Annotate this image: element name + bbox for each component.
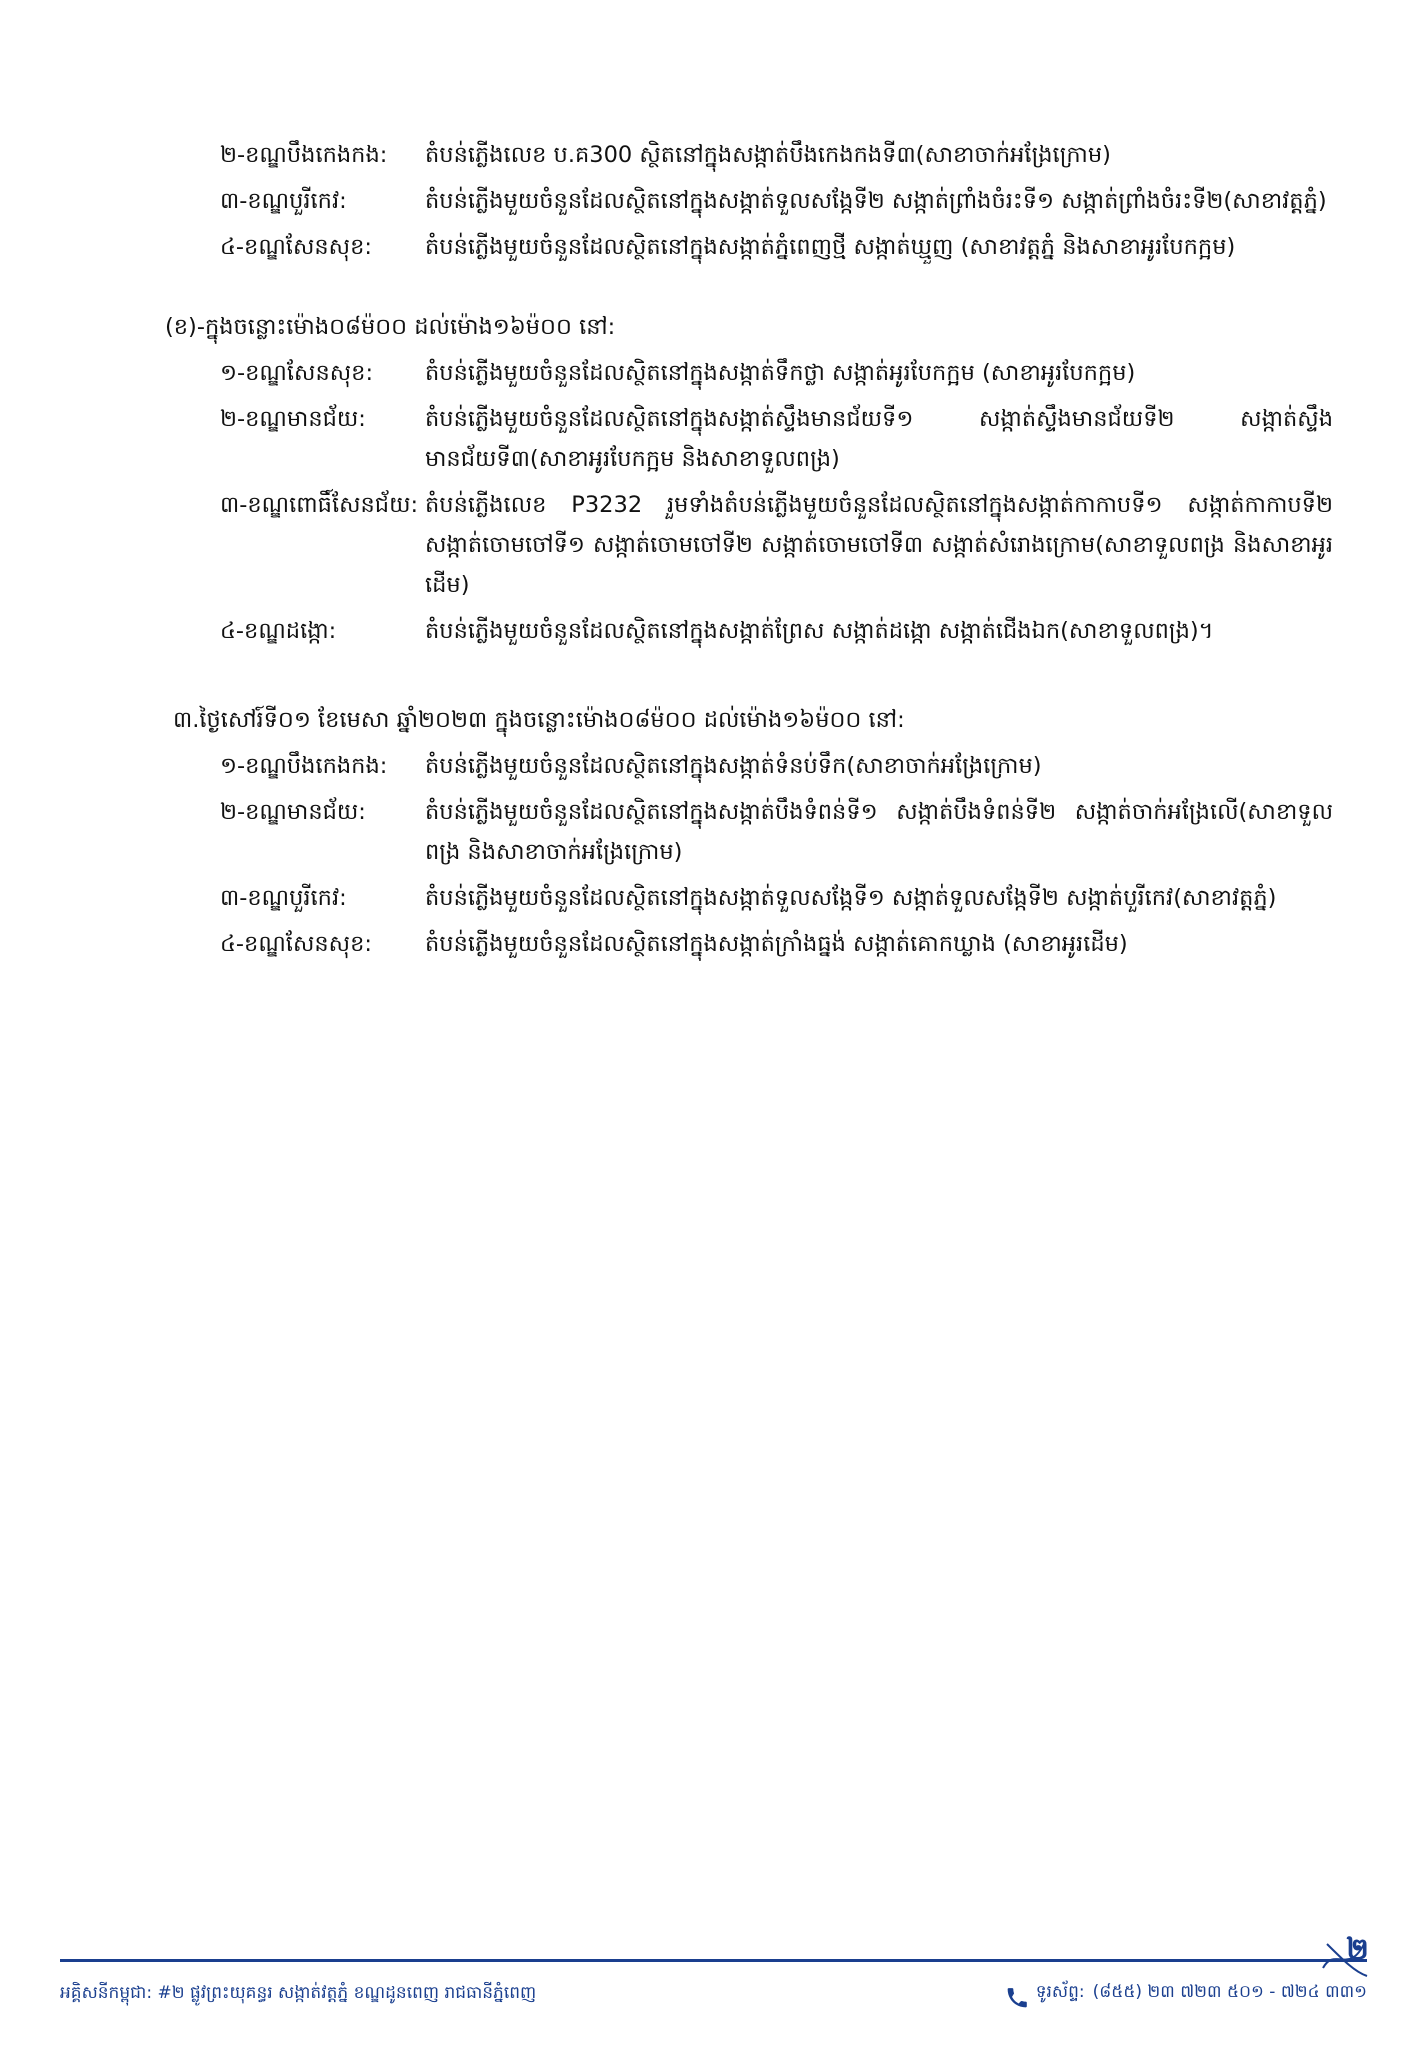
list-item (95, 135, 1335, 175)
list-item (95, 227, 1335, 267)
entry-label: ២-ខណ្ឌមានជ័យ: (220, 798, 366, 825)
footer-divider (60, 1959, 1367, 1962)
entry-value: តំបន់ភ្លើងមួយចំនួនដែលស្ថិតនៅក្នុងសង្កាត់ទួលសង្កែទី២ សង្កាត់ព្រាំងចំរះទី១ សង្កាត់ព្រាំងចំរះទី២(សាខាវត្តភ្នំ) (425, 188, 1327, 215)
document-body (95, 135, 1335, 970)
list-item (95, 485, 1335, 605)
section-heading-3: ៣.ថ្ងៃសៅរ៍ទី០១ ខែមេសា ឆ្នាំ២០២៣ ក្នុងចន្លោះម៉ោង០៨ម៉០០ ដល់ម៉ោង១៦ម៉០០ នៅ: (173, 706, 905, 733)
list-item (95, 878, 1335, 918)
entry-label: ១-ខណ្ឌសែនសុខ: (220, 360, 374, 387)
page-number: ២ (1346, 1932, 1369, 1967)
section-heading-kh: (ខ)-ក្នុងចន្លោះម៉ោង០៨ម៉០០ ដល់ម៉ោង១៦ម៉០០ នៅ: (165, 314, 616, 341)
footer-phone-label: ទូរស័ព្ទ: (1035, 1982, 1085, 2002)
list-item (95, 611, 1335, 651)
list-item (95, 924, 1335, 964)
entry-value: តំបន់ភ្លើងមួយចំនួនដែលស្ថិតនៅក្នុងសង្កាត់ក្រាំងធ្នង់ សង្កាត់គោកឃ្លាង (សាខាអូរដើម) (425, 930, 1128, 957)
list-item (95, 181, 1335, 221)
spacer (95, 273, 1335, 291)
page-footer (60, 1981, 1367, 2007)
entry-value: តំបន់ភ្លើងមួយចំនួនដែលស្ថិតនៅក្នុងសង្កាត់បឹងទំពន់ទី១ សង្កាត់បឹងទំពន់ទី២ សង្កាត់ចាក់អង្រែលើ(សាខាទួលពង្រ និងសាខាចាក់អង្រែក្រោម) (425, 798, 1333, 865)
spacer (95, 658, 1335, 676)
entry-value: តំបន់ភ្លើងមួយចំនួនដែលស្ថិតនៅក្នុងសង្កាត់ភ្នំពេញថ្មី សង្កាត់ឃ្មួញ (សាខាវត្តភ្នំ និងសាខាអូរបែកក្អម) (425, 234, 1236, 261)
entry-label: ៤-ខណ្ឌសែនសុខ: (220, 234, 372, 261)
entry-label: ២-ខណ្ឌមានជ័យ: (220, 406, 366, 433)
entry-value: តំបន់ភ្លើងមួយចំនួនដែលស្ថិតនៅក្នុងសង្កាត់ព្រែស សង្កាត់ដង្កោ សង្កាត់ជើងឯក(សាខាទួលពង្រ)។ (425, 618, 1214, 645)
entry-label: ៣-ខណ្ឌបួរីកេវ: (220, 188, 347, 215)
entry-value: តំបន់ភ្លើងលេខ P3232 រួមទាំងតំបន់ភ្លើងមួយចំនួនដែលស្ថិតនៅក្នុងសង្កាត់កាកាបទី១ សង្កាត់កាកាបទី២ សង្កាត់ចោមចៅទី១ សង្កាត់ចោមចៅទី២ សង្កាត់ចោមចៅទី៣ សង្កាត់សំរោងក្រោម(សាខាទួលពង្រ និងសាខាអូរដើម) (425, 492, 1333, 599)
entry-value: តំបន់ភ្លើងមួយចំនួនដែលស្ថិតនៅក្នុងសង្កាត់ទឹកថ្លា សង្កាត់អូរបែកក្អម (សាខាអូរបែកក្អម) (425, 360, 1136, 387)
phone-icon (1006, 1987, 1028, 2009)
footer-address: អគ្គិសនីកម្ពុជា: #២ ផ្លូវព្រះយុគន្ធរ សង្កាត់វត្តភ្នំ ខណ្ឌដូនពេញ រាជធានីភ្នំពេញ (60, 1982, 537, 2003)
entry-label: ៣-ខណ្ឌពោធិ៍សែនជ័យ: (220, 492, 419, 519)
list-item (95, 792, 1335, 872)
entry-label: ៣-ខណ្ឌបួរីកេវ: (220, 884, 347, 911)
entry-label: ៤-ខណ្ឌសែនសុខ: (220, 930, 372, 957)
list-item (95, 353, 1335, 393)
entry-value: តំបន់ភ្លើងលេខ ប.គ300 ស្ថិតនៅក្នុងសង្កាត់បឹងកេងកងទី៣(សាខាចាក់អង្រែក្រោម) (425, 142, 1111, 168)
entry-value: តំបន់ភ្លើងមួយចំនួនដែលស្ថិតនៅក្នុងសង្កាត់ទួលសង្កែទី១ សង្កាត់ទួលសង្កែទី២ សង្កាត់បួរីកេវ(សាខាវត្តភ្នំ) (425, 884, 1277, 911)
list-item (95, 746, 1335, 786)
entry-value: តំបន់ភ្លើងមួយចំនួនដែលស្ថិតនៅក្នុងសង្កាត់ស្ទឹងមានជ័យទី១ សង្កាត់ស្ទឹងមានជ័យទី២ សង្កាត់ស្ទឹងមានជ័យទី៣(សាខាអូរបែកក្អម និងសាខាទួលពង្រ) (425, 406, 1333, 473)
entry-value: តំបន់ភ្លើងមួយចំនួនដែលស្ថិតនៅក្នុងសង្កាត់ទំនប់ទឹក(សាខាចាក់អង្រែក្រោម) (425, 752, 1042, 779)
footer-phone-number: (៨៥៥) ២៣ ៧២៣ ៥០១ - ៧២៤ ៣៣១ (1092, 1982, 1367, 2002)
entry-label: ១-ខណ្ឌបឹងកេងកង: (220, 752, 388, 779)
entry-label: ២-ខណ្ឌបឹងកេងកង: (220, 142, 388, 168)
entry-label: ៤-ខណ្ឌដង្កោ: (220, 618, 337, 645)
list-item (95, 399, 1335, 479)
footer-contact (1006, 1981, 1367, 2006)
